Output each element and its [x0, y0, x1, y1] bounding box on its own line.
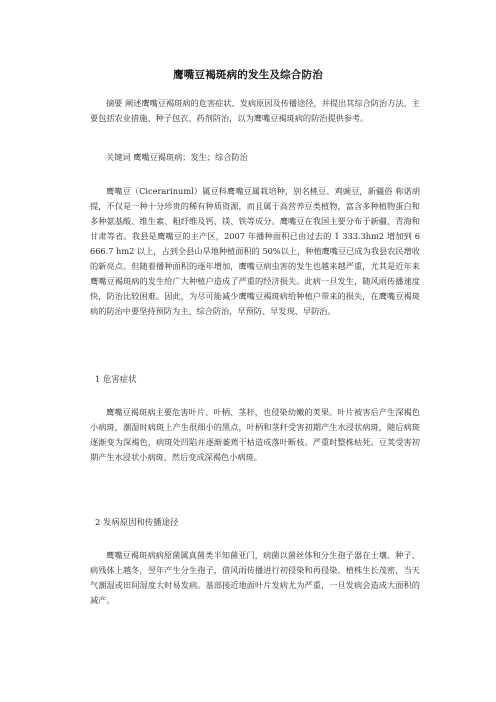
section-heading-causes: 2 发病原因和传播途径	[95, 517, 179, 527]
section-text-causes: 鹰嘴豆褐斑病病原菌属真菌类半知菌亚门，病菌以菌丝体和分生孢子器在土壤、种子、病残体上越冬，翌年产生分生孢子，借风雨传播进行初侵染和再侵染。植株生长茂密，当天气潮湿或田间湿度大时易发病。基部接近地面叶片发病尤为严重，一旦发病会造成大面积的减产。	[90, 550, 420, 605]
abstract: 摘要 阐述鹰嘴豆褐斑病的危害症状、发病原因及传播途径，并提出其综合防治方法，主要包括农业措施、种子包衣、药剂防治，以为鹰嘴豆褐斑病的防治提供参考。	[90, 98, 420, 123]
section-heading-symptoms: 1 危害症状	[95, 374, 137, 384]
page-title: 鹰嘴豆褐斑病的发生及综合防治	[173, 69, 323, 81]
section-text-symptoms: 鹰嘴豆褐斑病主要危害叶片、叶柄、茎秆，也侵染幼嫩的荚果。叶片被害后产生深褐色小病斑，潮湿时病斑上产生很细小的黑点，叶柄和茎秆受害初期产生水浸状病斑，随后病斑逐渐变为深褐色，病斑处凹陷并逐渐萎蔫干枯造成落叶断枝。严重时整株枯死。豆荚受害初期产生水浸状小病斑，然后变成深褐色小病斑。	[90, 407, 420, 462]
keywords: 关键词 鹰嘴豆褐斑病；发生；综合防治	[106, 152, 248, 162]
intro-paragraph: 鹰嘴豆（Cicerarinuml）属豆科鹰嘴豆属栽培种，别名桃豆、鸡豌豆，新疆俗 称诺胡提，不仅是一种十分珍贵的稀有种质资源，而且属于高营养豆类植物，富含多种植物蛋白和多种氨基酸、维生素、粗纤维及钙、镁、铁等成分。鹰嘴豆在我国主要分布于新疆、青海和甘肃等省。我县是鹰嘴豆的主产区，2007 年播种面积已由过去的 1 333.3hm2 增加到 6 666.7 hm2 以上，占到全县山旱地种植面积的 50%以上，种植鹰嘴豆已成为我县农民增收的新亮点。但随着播种面积的逐年增加，鹰嘴豆病虫害的发生也越来越严重，尤其是近年来鹰嘴豆褐斑病的发生给广大种植户造成了严重的经济损失。此病一旦发生，随风雨传播速度快，防治比较困难。因此，为尽可能减少鹰嘴豆褐斑病给种植户带来的损失，在鹰嘴豆褐斑病的防治中要坚持预防为主、综合防治，早预防、早发现、早防治。	[90, 186, 420, 316]
